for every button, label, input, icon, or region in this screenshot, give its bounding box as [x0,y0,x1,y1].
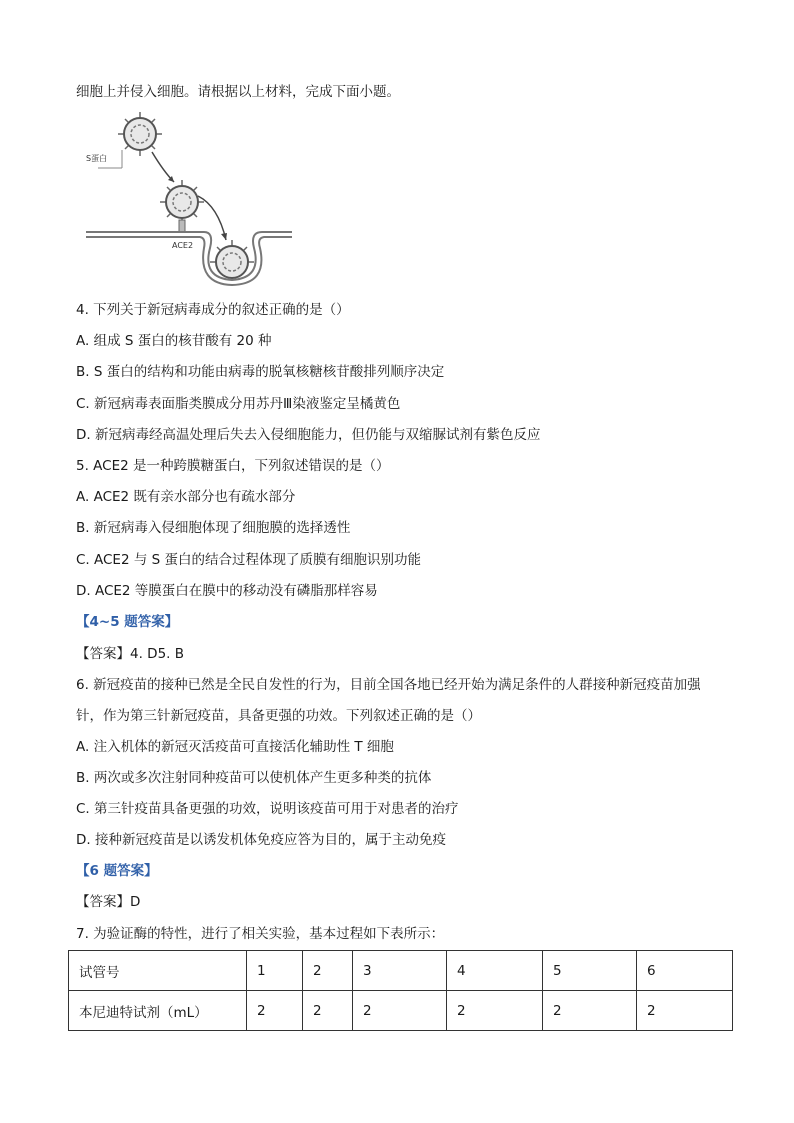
q5-stem: 5. ACE2 是一种跨膜糖蛋白，下列叙述错误的是（） [76,458,390,474]
q5-option-b: B. 新冠病毒入侵细胞体现了细胞膜的选择透性 [76,520,351,536]
table-cell: 2 [447,991,543,1031]
answer-heading-4-5: 【4~5 题答案】 [76,614,179,630]
table-cell: 2 [543,991,637,1031]
q6-option-a: A. 注入机体的新冠灭活疫苗可直接活化辅助性 T 细胞 [76,739,394,755]
virus-icon [210,240,254,278]
table-cell: 4 [447,951,543,991]
q6-stem-line2: 针，作为第三针新冠疫苗，具备更强的功效。下列叙述正确的是（） [76,708,481,724]
table-cell: 5 [543,951,637,991]
answer-4-5: 【答案】4. D5. B [76,646,184,662]
virus-icon [118,112,162,156]
s-protein-label: S蛋白 [86,154,108,163]
q5-option-c: C. ACE2 与 S 蛋白的结合过程体现了质膜有细胞识别功能 [76,552,421,568]
table-cell: 3 [353,951,447,991]
q6-option-d: D. 接种新冠疫苗是以诱发机体免疫应答为目的，属于主动免疫 [76,832,446,848]
q7-stem: 7. 为验证酶的特性，进行了相关实验，基本过程如下表所示： [76,926,445,942]
q6-stem-line1: 6. 新冠疫苗的接种已然是全民自发性的行为，目前全国各地已经开始为满足条件的人群接种新冠疫苗加强 [76,677,701,693]
q4-option-a: A. 组成 S 蛋白的核苷酸有 20 种 [76,333,272,349]
ace2-label: ACE2 [172,241,194,250]
table-row [69,991,733,1031]
answer-6: 【答案】D [76,894,141,910]
table-cell: 本尼迪特试剂（mL） [69,991,247,1031]
table-row [69,951,733,991]
table-cell: 2 [637,991,733,1031]
q5-option-a: A. ACE2 既有亲水部分也有疏水部分 [76,489,296,505]
table-cell: 2 [353,991,447,1031]
q5-option-d: D. ACE2 等膜蛋白在膜中的移动没有磷脂那样容易 [76,583,378,599]
intro-text: 细胞上并侵入细胞。请根据以上材料，完成下面小题。 [76,84,400,100]
q6-option-b: B. 两次或多次注射同种疫苗可以使机体产生更多种类的抗体 [76,770,432,786]
virus-entry-figure [86,110,296,290]
q4-option-b: B. S 蛋白的结构和功能由病毒的脱氧核糖核苷酸排列顺序决定 [76,364,445,380]
q4-option-d: D. 新冠病毒经高温处理后失去入侵细胞能力，但仍能与双缩脲试剂有紫色反应 [76,427,541,443]
q4-stem: 4. 下列关于新冠病毒成分的叙述正确的是（） [76,302,350,318]
q4-option-c: C. 新冠病毒表面脂类膜成分用苏丹Ⅲ染液鉴定呈橘黄色 [76,396,401,412]
virus-icon [160,180,204,224]
q6-option-c: C. 第三针疫苗具备更强的功效，说明该疫苗可用于对患者的治疗 [76,801,459,817]
table-cell: 1 [247,951,303,991]
table-cell: 2 [247,991,303,1031]
answer-heading-6: 【6 题答案】 [76,863,158,879]
table-cell: 2 [303,991,353,1031]
table-cell: 试管号 [69,951,247,991]
table-cell: 6 [637,951,733,991]
experiment-table [68,950,733,1031]
table-cell: 2 [303,951,353,991]
